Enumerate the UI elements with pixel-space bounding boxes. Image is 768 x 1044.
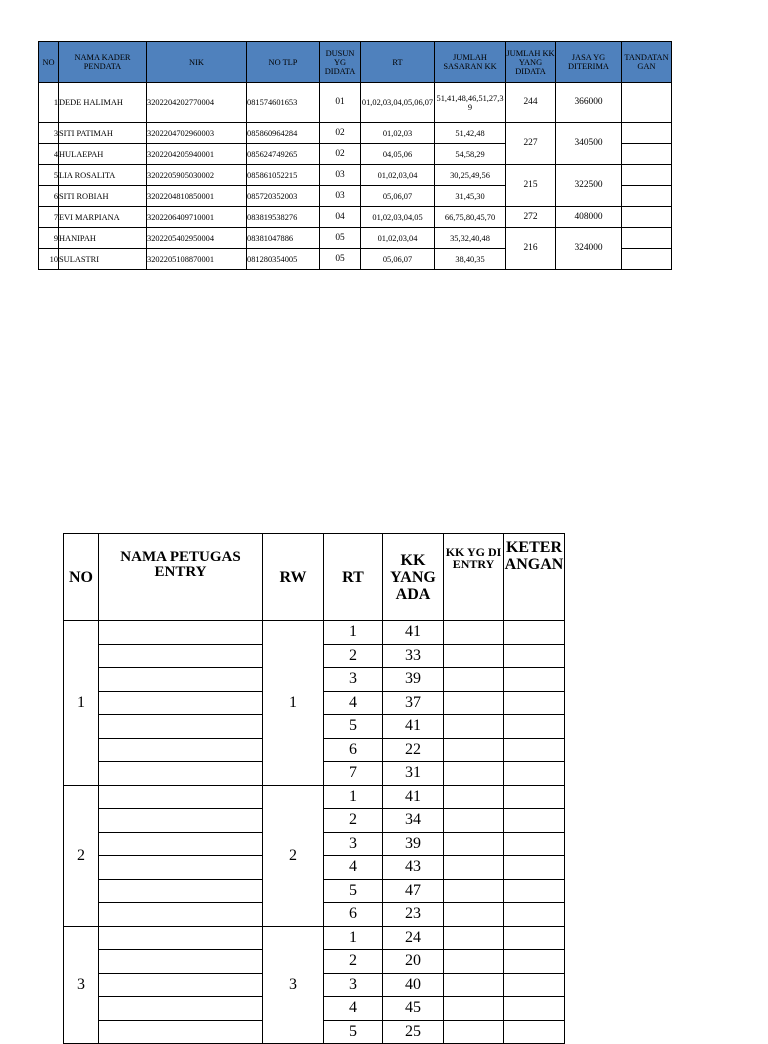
cell-jasa: 324000 [556,228,622,270]
cell-keterangan[interactable] [504,903,565,927]
cell-sasaran: 66,75,80,45,70 [435,207,506,228]
cell-tlp: 08381047886 [247,228,320,249]
table-row [64,926,565,950]
cell-rt: 01,02,03,04 [361,165,435,186]
col-header-dusun: DUSUN YG DIDATA [320,42,361,83]
cell-rt: 5 [324,879,383,903]
table-row [64,785,565,809]
col-header-rt: RT [361,42,435,83]
cell-nama-petugas[interactable] [99,715,263,739]
cell-dusun: 03 [320,165,361,186]
cell-jasa: 322500 [556,165,622,207]
cell-tandatangan [622,83,672,123]
cell-keterangan[interactable] [504,879,565,903]
cell-keterangan[interactable] [504,856,565,880]
cell-kk-yang-ada: 20 [383,950,444,974]
cell-tlp: 083819538276 [247,207,320,228]
cell-rt: 6 [324,738,383,762]
col-header-tandatangan: TANDATANGAN [622,42,672,83]
col-header-rw: RW [263,534,324,621]
cell-group-no: 1 [64,621,99,786]
cell-nik: 3202204205940001 [147,144,247,165]
cell-sasaran: 51,41,48,46,51,27,39 [435,83,506,123]
cell-rt: 1 [324,621,383,645]
cell-nama-petugas[interactable] [99,785,263,809]
petugas-entry-table [63,533,565,1044]
cell-keterangan[interactable] [504,762,565,786]
cell-nama-petugas[interactable] [99,668,263,692]
cell-nik: 3202206409710001 [147,207,247,228]
table-row [39,207,672,228]
cell-kk-yang-ada: 40 [383,973,444,997]
cell-group-no: 2 [64,785,99,926]
cell-no: 9 [39,228,59,249]
cell-no: 4 [39,144,59,165]
cell-sasaran: 38,40,35 [435,249,506,270]
cell-kk-yang-ada: 37 [383,691,444,715]
cell-nama: LIA ROSALITA [59,165,147,186]
cell-kk-yang-ada: 23 [383,903,444,927]
cell-tlp: 081280354005 [247,249,320,270]
cell-keterangan[interactable] [504,950,565,974]
cell-nama-petugas[interactable] [99,738,263,762]
cell-rt: 2 [324,644,383,668]
cell-kk-yang-ada: 47 [383,879,444,903]
table-row [39,165,672,186]
cell-tlp: 085720352003 [247,186,320,207]
cell-rt: 04,05,06 [361,144,435,165]
cell-nama-petugas[interactable] [99,950,263,974]
col-header-jasa: JASA YG DITERIMA [556,42,622,83]
cell-tandatangan [622,228,672,249]
cell-kk-di-entry[interactable] [444,879,504,903]
table1-header-row [39,42,672,83]
cell-no: 5 [39,165,59,186]
col-header-kk-yang-ada: KK YANG ADA [383,534,444,621]
cell-keterangan[interactable] [504,668,565,692]
cell-kk-didata: 215 [506,165,556,207]
col-header-kk-di-entry: KK YG DI ENTRY [444,534,504,621]
cell-rt: 01,02,03 [361,123,435,144]
cell-keterangan[interactable] [504,621,565,645]
cell-sasaran: 35,32,40,48 [435,228,506,249]
cell-dusun: 05 [320,249,361,270]
table2-body [64,621,565,1044]
cell-nama: SULASTRI [59,249,147,270]
cell-kk-di-entry[interactable] [444,809,504,833]
cell-rt: 4 [324,691,383,715]
cell-tandatangan [622,165,672,186]
cell-group-no: 3 [64,926,99,1044]
cell-rt: 05,06,07 [361,186,435,207]
cell-nama-petugas[interactable] [99,762,263,786]
cell-rt: 3 [324,832,383,856]
cell-sasaran: 51,42,48 [435,123,506,144]
cell-nama: HULAEPAH [59,144,147,165]
cell-nama-petugas[interactable] [99,832,263,856]
col-header-kk-didata: JUMLAH KK YANG DIDATA [506,42,556,83]
cell-kk-di-entry[interactable] [444,644,504,668]
cell-sasaran: 54,58,29 [435,144,506,165]
cell-kk-didata: 272 [506,207,556,228]
cell-keterangan[interactable] [504,738,565,762]
cell-no: 1 [39,83,59,123]
col-header-no: NO [64,534,99,621]
cell-keterangan[interactable] [504,785,565,809]
cell-rt: 05,06,07 [361,249,435,270]
cell-kk-di-entry[interactable] [444,950,504,974]
cell-kk-didata: 216 [506,228,556,270]
cell-nama-petugas[interactable] [99,879,263,903]
cell-rt: 4 [324,856,383,880]
cell-rt: 1 [324,785,383,809]
cell-nama-petugas[interactable] [99,903,263,927]
cell-kk-di-entry[interactable] [444,715,504,739]
cell-rt: 3 [324,668,383,692]
cell-nama-petugas[interactable] [99,856,263,880]
cell-no: 7 [39,207,59,228]
cell-kk-yang-ada: 39 [383,668,444,692]
cell-keterangan[interactable] [504,644,565,668]
cell-rt: 6 [324,903,383,927]
cell-nik: 3202204202770004 [147,83,247,123]
cell-nik: 3202204702960003 [147,123,247,144]
cell-nik: 3202204810850001 [147,186,247,207]
cell-nama: EVI MARPIANA [59,207,147,228]
cell-rt: 1 [324,926,383,950]
cell-rt: 7 [324,762,383,786]
cell-kk-di-entry[interactable] [444,973,504,997]
cell-keterangan[interactable] [504,691,565,715]
cell-jasa: 408000 [556,207,622,228]
cell-rt: 01,02,03,04,05 [361,207,435,228]
cell-keterangan[interactable] [504,809,565,833]
cell-dusun: 03 [320,186,361,207]
cell-kk-di-entry[interactable] [444,738,504,762]
cell-kk-di-entry[interactable] [444,762,504,786]
cell-dusun: 02 [320,144,361,165]
cell-tlp: 081574601653 [247,83,320,123]
cell-keterangan[interactable] [504,926,565,950]
cell-kk-yang-ada: 41 [383,785,444,809]
table-row [64,621,565,645]
cell-nama: DEDE HALIMAH [59,83,147,123]
cell-tandatangan [622,249,672,270]
cell-nik: 3202205108870001 [147,249,247,270]
cell-nama-petugas[interactable] [99,644,263,668]
cell-rt: 3 [324,973,383,997]
cell-sasaran: 31,45,30 [435,186,506,207]
cell-kk-yang-ada: 22 [383,738,444,762]
cell-nama: SITI ROBIAH [59,186,147,207]
cell-kk-yang-ada: 24 [383,926,444,950]
cell-kk-di-entry[interactable] [444,832,504,856]
cell-nama: SITI PATIMAH [59,123,147,144]
col-header-nik: NIK [147,42,247,83]
cell-sasaran: 30,25,49,56 [435,165,506,186]
cell-rw: 3 [263,926,324,1044]
cell-tandatangan [622,144,672,165]
cell-tlp: 085860964284 [247,123,320,144]
cell-nik: 3202205905030002 [147,165,247,186]
table-row [39,83,672,123]
col-header-no-tlp: NO TLP [247,42,320,83]
cell-nama-petugas[interactable] [99,621,263,645]
cell-tandatangan [622,123,672,144]
table-row [39,228,672,249]
cell-rt: 01,02,03,04,05,06,07 [361,83,435,123]
cell-kk-yang-ada: 39 [383,832,444,856]
cell-dusun: 05 [320,228,361,249]
cell-kk-yang-ada: 41 [383,621,444,645]
col-header-rt: RT [324,534,383,621]
cell-kk-di-entry[interactable] [444,785,504,809]
cell-kk-yang-ada: 25 [383,1020,444,1044]
cell-kk-di-entry[interactable] [444,903,504,927]
cell-nik: 3202205402950004 [147,228,247,249]
cell-keterangan[interactable] [504,997,565,1021]
cell-kk-didata: 244 [506,83,556,123]
cell-kk-yang-ada: 34 [383,809,444,833]
cell-kk-yang-ada: 43 [383,856,444,880]
cell-nama-petugas[interactable] [99,997,263,1021]
kader-pendata-table [38,41,672,270]
cell-kk-yang-ada: 41 [383,715,444,739]
cell-nama: HANIPAH [59,228,147,249]
cell-keterangan[interactable] [504,832,565,856]
cell-keterangan[interactable] [504,973,565,997]
col-header-nama-petugas: NAMA PETUGAS ENTRY [99,534,263,621]
cell-nama-petugas[interactable] [99,973,263,997]
cell-kk-di-entry[interactable] [444,926,504,950]
cell-rt: 5 [324,1020,383,1044]
cell-kk-yang-ada: 31 [383,762,444,786]
cell-nama-petugas[interactable] [99,926,263,950]
cell-rt: 2 [324,809,383,833]
cell-kk-di-entry[interactable] [444,856,504,880]
col-header-sasaran: JUMLAH SASARAN KK [435,42,506,83]
cell-rt: 01,02,03,04 [361,228,435,249]
cell-no: 6 [39,186,59,207]
cell-dusun: 02 [320,123,361,144]
cell-dusun: 04 [320,207,361,228]
cell-tandatangan [622,207,672,228]
cell-tlp: 085861052215 [247,165,320,186]
cell-nama-petugas[interactable] [99,809,263,833]
cell-kk-didata: 227 [506,123,556,165]
cell-no: 3 [39,123,59,144]
cell-kk-yang-ada: 33 [383,644,444,668]
cell-tandatangan [622,186,672,207]
cell-kk-di-entry[interactable] [444,621,504,645]
col-header-no: NO [39,42,59,83]
cell-dusun: 01 [320,83,361,123]
col-header-nama-kader: NAMA KADER PENDATA [59,42,147,83]
table-row [39,123,672,144]
cell-no: 10 [39,249,59,270]
col-header-keterangan: KETERANGAN [504,534,565,621]
cell-kk-di-entry[interactable] [444,668,504,692]
cell-kk-yang-ada: 45 [383,997,444,1021]
table2-header-row [64,534,565,621]
cell-nama-petugas[interactable] [99,691,263,715]
cell-tlp: 085624749265 [247,144,320,165]
cell-kk-di-entry[interactable] [444,691,504,715]
cell-rt: 4 [324,997,383,1021]
cell-rw: 2 [263,785,324,926]
cell-jasa: 366000 [556,83,622,123]
cell-rw: 1 [263,621,324,786]
cell-jasa: 340500 [556,123,622,165]
cell-rt: 2 [324,950,383,974]
cell-keterangan[interactable] [504,715,565,739]
cell-rt: 5 [324,715,383,739]
cell-kk-di-entry[interactable] [444,997,504,1021]
